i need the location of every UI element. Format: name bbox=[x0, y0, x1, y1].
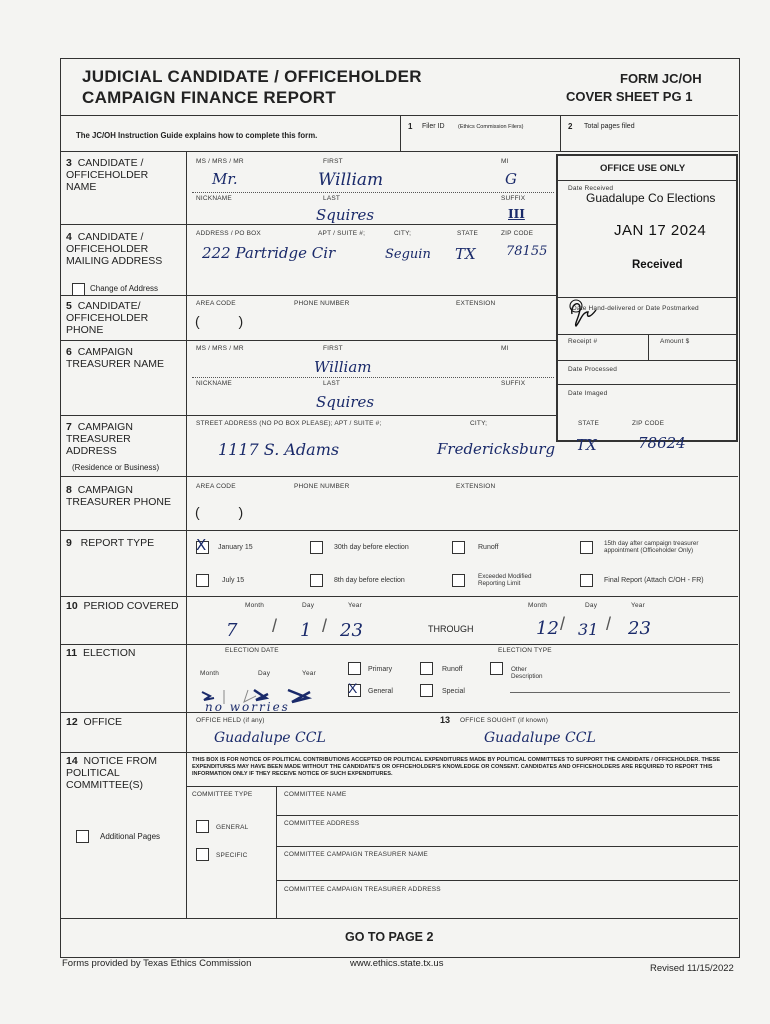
report-type-label: REPORT TYPE bbox=[80, 537, 155, 549]
section-10-label bbox=[66, 600, 181, 612]
cover-sheet-label: COVER SHEET PG 1 bbox=[566, 89, 693, 104]
signature-icon bbox=[566, 296, 600, 330]
treasurer-name-num: 6 bbox=[66, 346, 72, 358]
office-use-date-processed-label: Date Processed bbox=[568, 366, 618, 373]
from-year[interactable]: 23 bbox=[340, 620, 363, 641]
election-runoff: Runoff bbox=[442, 666, 463, 673]
candidate-city[interactable]: Seguin bbox=[385, 247, 431, 262]
header-divider bbox=[60, 115, 738, 116]
treasurer-last-name[interactable]: Squires bbox=[316, 393, 375, 411]
section-9-label bbox=[66, 537, 181, 549]
candidate-name-first-label: FIRST bbox=[323, 158, 343, 165]
additional-pages-label: Additional Pages bbox=[100, 832, 161, 841]
office-use-date-hand-label: Date Hand-delivered or Date Postmarked bbox=[572, 305, 699, 312]
15th-day-checkbox[interactable] bbox=[580, 541, 593, 554]
candidate-name-suffix-label: SUFFIX bbox=[501, 195, 526, 202]
footer-revised: Revised 11/15/2022 bbox=[650, 963, 734, 974]
notice-num: 14 bbox=[66, 755, 78, 767]
report-type-exceed: Exceeded Modified Reporting Limit bbox=[478, 573, 532, 587]
office-num13: 13 bbox=[440, 715, 451, 725]
candidate-address-city-label: CITY; bbox=[394, 230, 412, 237]
treasurer-name-nickname-label: NICKNAME bbox=[196, 380, 232, 387]
primary-checkbox[interactable] bbox=[348, 662, 361, 675]
go-to-page-2: GO TO PAGE 2 bbox=[345, 930, 434, 944]
treasurer-name-ms-mrs-mr-label: MS / MRS / MR bbox=[196, 345, 244, 352]
filer-id-num: 1 bbox=[408, 122, 413, 131]
candidate-name-last-label: LAST bbox=[323, 195, 341, 202]
30th-day-checkbox[interactable] bbox=[310, 541, 323, 554]
form-title-line1: JUDICIAL CANDIDATE / OFFICEHOLDER bbox=[82, 67, 422, 86]
notice-committee-treasurer-address: COMMITTEE CAMPAIGN TREASURER ADDRESS bbox=[284, 886, 441, 893]
treasurer-address-num: 7 bbox=[66, 421, 72, 433]
office-use-date-received-label: Date Received bbox=[568, 185, 614, 192]
treasurer-address-zip-label: ZIP CODE bbox=[632, 420, 665, 427]
election-date-label: ELECTION DATE bbox=[225, 647, 279, 654]
report-type-day30: 30th day before election bbox=[334, 544, 409, 551]
candidate-salutation[interactable]: Mr. bbox=[212, 170, 238, 188]
treasurer-name-suffix-label: SUFFIX bbox=[501, 380, 526, 387]
election-special: Special bbox=[442, 688, 465, 695]
candidate-name-label: CANDIDATE / OFFICEHOLDER NAME bbox=[66, 157, 149, 193]
period-month-label: Month bbox=[245, 602, 265, 609]
candidate-address-num: 4 bbox=[66, 231, 72, 243]
filer-id-label: Filer ID bbox=[422, 123, 445, 130]
candidate-phone-phone-label: PHONE NUMBER bbox=[294, 300, 350, 307]
candidate-phone-area-label: AREA CODE bbox=[196, 300, 236, 307]
section-5-label bbox=[66, 300, 181, 336]
treasurer-city[interactable]: Fredericksburg bbox=[437, 440, 556, 458]
office-use-date-imaged-label: Date Imaged bbox=[568, 390, 608, 397]
candidate-mi[interactable]: G bbox=[505, 170, 517, 188]
office-held-label: OFFICE HELD (if any) bbox=[196, 717, 265, 724]
8th-day-checkbox[interactable] bbox=[310, 574, 323, 587]
general-check-mark: X bbox=[348, 680, 358, 696]
candidate-name-nickname-label: NICKNAME bbox=[196, 195, 232, 202]
section-4-label bbox=[66, 231, 181, 267]
to-month[interactable]: 12 bbox=[536, 618, 559, 639]
office-held[interactable]: Guadalupe CCL bbox=[214, 730, 326, 746]
period-month-label: Month bbox=[528, 602, 548, 609]
election-day-label: Day bbox=[258, 670, 271, 677]
form-title-line2: CAMPAIGN FINANCE REPORT bbox=[82, 88, 337, 107]
candidate-address-apt-label: APT / SUITE #; bbox=[318, 230, 366, 237]
treasurer-street[interactable]: 1117 S. Adams bbox=[218, 440, 340, 459]
candidate-address-state-label: STATE bbox=[457, 230, 478, 237]
july-15-checkbox[interactable] bbox=[196, 574, 209, 587]
candidate-name-ms-mrs-mr-label: MS / MRS / MR bbox=[196, 158, 244, 165]
report-type-num: 9 bbox=[66, 537, 72, 549]
period-day-label: Day bbox=[302, 602, 315, 609]
period-num: 10 bbox=[66, 600, 78, 612]
report-type-jan15: January 15 bbox=[218, 544, 253, 551]
candidate-suffix[interactable]: III bbox=[508, 207, 525, 221]
notice-general: GENERAL bbox=[216, 824, 249, 831]
report-type-day15: 15th day after campaign treasurer appointment (Officeholder Only) bbox=[604, 540, 699, 554]
final-report-checkbox[interactable] bbox=[580, 574, 593, 587]
report-type-day8: 8th day before election bbox=[334, 577, 405, 584]
treasurer-zip[interactable]: 78624 bbox=[638, 434, 686, 452]
candidate-address-address-label: ADDRESS / PO BOX bbox=[196, 230, 261, 237]
runoff-election-checkbox[interactable] bbox=[420, 662, 433, 675]
section-3-label bbox=[66, 157, 181, 193]
treasurer-phone-label: CAMPAIGN TREASURER PHONE bbox=[66, 484, 172, 508]
stamp-received: Received bbox=[632, 259, 683, 271]
section-14-label bbox=[66, 755, 181, 791]
committee-general-checkbox[interactable] bbox=[196, 820, 209, 833]
exceeded-limit-checkbox[interactable] bbox=[452, 574, 465, 587]
report-type-runoff: Runoff bbox=[478, 544, 499, 551]
period-year-label: Year bbox=[348, 602, 362, 609]
from-month[interactable]: 7 bbox=[226, 620, 238, 641]
period-year-label: Year bbox=[631, 602, 645, 609]
treasurer-address-city-label: CITY; bbox=[470, 420, 488, 427]
election-type-label: ELECTION TYPE bbox=[498, 647, 552, 654]
change-of-address-label: Change of Address bbox=[90, 284, 159, 293]
notice-label: NOTICE FROM POLITICAL COMMITTEE(S) bbox=[66, 755, 158, 791]
office-num: 12 bbox=[66, 716, 78, 728]
footer-provided-by: Forms provided by Texas Ethics Commission bbox=[62, 958, 252, 969]
election-other: Other Description bbox=[511, 666, 543, 680]
candidate-phone-num: 5 bbox=[66, 300, 72, 312]
section-12-label bbox=[66, 716, 181, 728]
section-6-label bbox=[66, 346, 181, 370]
treasurer-phone-num: 8 bbox=[66, 484, 72, 496]
total-pages-label: Total pages filed bbox=[584, 123, 635, 130]
label-column-divider bbox=[186, 151, 187, 918]
notice-committee-name: COMMITTEE NAME bbox=[284, 791, 347, 798]
section-11-label bbox=[66, 647, 181, 659]
runoff-report-checkbox[interactable] bbox=[452, 541, 465, 554]
filer-id-sub: (Ethics Commission Filers) bbox=[458, 124, 524, 130]
candidate-address-zip-label: ZIP CODE bbox=[501, 230, 534, 237]
to-day[interactable]: 31 bbox=[578, 620, 599, 639]
total-pages-num: 2 bbox=[568, 122, 573, 131]
notice-committee-treasurer: COMMITTEE CAMPAIGN TREASURER NAME bbox=[284, 851, 428, 858]
candidate-address-label: CANDIDATE / OFFICEHOLDER MAILING ADDRESS bbox=[66, 231, 163, 267]
committee-specific-checkbox[interactable] bbox=[196, 848, 209, 861]
candidate-state[interactable]: TX bbox=[455, 245, 476, 263]
treasurer-name-last-label: LAST bbox=[323, 380, 341, 387]
candidate-last-name[interactable]: Squires bbox=[316, 206, 375, 224]
report-type-final: Final Report (Attach C/OH - FR) bbox=[604, 577, 704, 584]
election-num: 11 bbox=[66, 647, 78, 659]
treasurer-area-code-field[interactable]: ( ) bbox=[195, 504, 244, 520]
january-15-check-mark: X bbox=[196, 536, 207, 554]
office-use-receipt-label: Receipt # bbox=[568, 338, 598, 345]
election-general: General bbox=[368, 688, 393, 695]
candidate-phone-label: CANDIDATE/ OFFICEHOLDER PHONE bbox=[66, 300, 149, 336]
report-type-jul15: July 15 bbox=[222, 577, 245, 584]
election-year-label: Year bbox=[302, 670, 316, 677]
notice-committee-address: COMMITTEE ADDRESS bbox=[284, 820, 360, 827]
office-label: OFFICE bbox=[83, 716, 123, 728]
treasurer-name-label: CAMPAIGN TREASURER NAME bbox=[66, 346, 165, 370]
office-use-amount-label: Amount $ bbox=[660, 338, 690, 345]
notice-text: THIS BOX IS FOR NOTICE OF POLITICAL CONTRIBUTIONS ACCEPTED OR POLITICAL EXPENDITURES MADE BY POLITICAL COMMITTEES TO SUPPORT THE CANDIDATE / OFFICEHOLDER. THESE EXPENDITURES MAY HAVE BEEN MADE WITHOUT THE CANDIDATE'S OR OFFICEHOLDER'S KNOWLEDGE OR CONSENT. CANDIDATES AND OFFICEHOLDERS ARE REQUIRED TO REPORT THIS INFORMATION ONLY IF THEY RECEIVE NOTICE OF SUCH EXPENDITURES. bbox=[192, 757, 721, 777]
treasurer-phone-ext-label: EXTENSION bbox=[456, 483, 496, 490]
residence-or-business: (Residence or Business) bbox=[72, 463, 160, 472]
special-election-checkbox[interactable] bbox=[420, 684, 433, 697]
candidate-area-code-field[interactable]: ( ) bbox=[195, 313, 244, 329]
treasurer-state[interactable]: TX bbox=[576, 436, 597, 454]
election-month-label: Month bbox=[200, 670, 220, 677]
treasurer-name-mi-label: MI bbox=[501, 345, 509, 352]
candidate-name-mi-label: MI bbox=[501, 158, 509, 165]
candidate-first-name[interactable]: William bbox=[318, 170, 384, 190]
from-day[interactable]: 1 bbox=[300, 620, 312, 641]
period-day-label: Day bbox=[585, 602, 598, 609]
notice-committee-type: COMMITTEE TYPE bbox=[192, 791, 253, 798]
election-note: no worries bbox=[205, 700, 290, 714]
office-sought[interactable]: Guadalupe CCL bbox=[484, 730, 596, 746]
other-election-checkbox[interactable] bbox=[490, 662, 503, 675]
election-primary: Primary bbox=[368, 666, 393, 673]
footer-url: www.ethics.state.tx.us bbox=[350, 958, 444, 969]
treasurer-name-first-label: FIRST bbox=[323, 345, 343, 352]
treasurer-address-street-label: STREET ADDRESS (NO PO BOX PLEASE); APT / SUITE #; bbox=[196, 420, 382, 427]
candidate-name-num: 3 bbox=[66, 157, 72, 169]
election-label: ELECTION bbox=[82, 647, 136, 659]
section-8-label bbox=[66, 484, 181, 508]
notice-specific: SPECIFIC bbox=[216, 852, 248, 859]
candidate-address[interactable]: 222 Partridge Cir bbox=[202, 244, 336, 262]
to-year[interactable]: 23 bbox=[628, 618, 651, 639]
candidate-phone-ext-label: EXTENSION bbox=[456, 300, 496, 307]
office-use-title: OFFICE USE ONLY bbox=[600, 163, 686, 174]
treasurer-first-name[interactable]: William bbox=[314, 358, 372, 376]
stamp-date: JAN 17 2024 bbox=[614, 222, 707, 239]
treasurer-phone-phone-label: PHONE NUMBER bbox=[294, 483, 350, 490]
through-label: THROUGH bbox=[428, 624, 474, 634]
treasurer-address-label: CAMPAIGN TREASURER ADDRESS bbox=[66, 421, 133, 457]
instructions-text: The JC/OH Instruction Guide explains how to complete this form. bbox=[76, 131, 318, 140]
form-id: FORM JC/OH bbox=[620, 71, 702, 86]
additional-pages-checkbox[interactable] bbox=[76, 830, 89, 843]
candidate-zip[interactable]: 78155 bbox=[506, 244, 548, 259]
stamp-guadalupe: Guadalupe Co Elections bbox=[586, 191, 716, 205]
treasurer-phone-area-label: AREA CODE bbox=[196, 483, 236, 490]
section-7-label bbox=[66, 421, 181, 457]
office-sought-label: OFFICE SOUGHT (if known) bbox=[460, 717, 549, 724]
treasurer-address-state-label: STATE bbox=[578, 420, 599, 427]
period-label: PERIOD COVERED bbox=[83, 600, 179, 612]
